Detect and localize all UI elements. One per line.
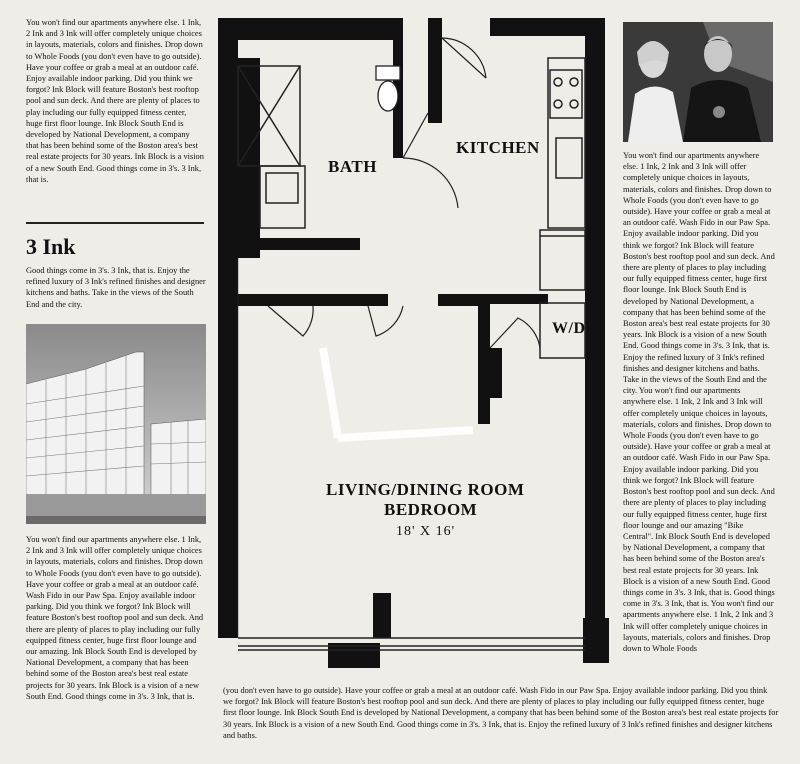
divider xyxy=(26,222,204,224)
room-label-bedroom: BEDROOM xyxy=(384,500,478,519)
column-1-top-text: You won't find our apartments anywhere else. 1 Ink, 2 Ink and 3 Ink will offer completely unique choices in layouts, materials, colors and finishes. Drop down to Whole Foods (you don't even have to go outside). Have your coffee or grab a meal at an outdoor café. Enjoy available indoor parking. Did you think we forgot? Ink Block will feature Boston's best rooftop pool and sun deck. And there are plenty of places to play including our fully equipped fitness center, huge first floor lounge. Ink Block South End is developed by National Development, a company that has been behind some of the Boston area's best real estate projects for 30 years. Ink Block is a vision of a new South End. Good things come in 3's. 3 Ink, that is. xyxy=(26,18,204,184)
bottom-text: (you don't even have to go outside). Have your coffee or grab a meal at an outdoor café. Wash Fido in our Paw Spa. Enjoy available indoor parking. Did you think we forgot? Ink Block will feature Boston's best rooftop pool and sun deck. And there are plenty of places to play including our fully equipped fitness center, huge first floor lounge. Ink Block South End is developed by National Development, a company that has been behind some of the Boston area's best real estate projects for 30 years. Ink Block is a vision of a new South End. Good things come in 3's. 3 Ink, that is. Enjoy the refined luxury of 3 Ink's refined finishes and designer kitchens and baths. xyxy=(223,686,779,740)
couple-photo xyxy=(623,22,773,142)
room-label-wd: W/D xyxy=(552,320,586,337)
floor-plan xyxy=(218,18,623,668)
column-1-bottom-text: You won't find our apartments anywhere else. 1 Ink, 2 Ink and 3 Ink will offer completely unique choices in layouts, materials, colors and finishes. Drop down to Whole Foods (you don't even have to go outside). Have your coffee or grab a meal at an outdoor café. Wash Fido in our Paw Spa. Enjoy available indoor parking. Did you think we forgot? Ink Block will feature Boston's best rooftop pool and sun deck. And there are plenty of places to play including our fully equipped fitness center, huge first floor lounge and our amazing. Ink Block South End is developed by National Development, a company that has been behind some of the Boston area's best real estate projects for 30 years. Ink Block is a vision of a new South End. Good things come in 3's. 3 Ink, that is. xyxy=(26,535,204,701)
room-label-living: LIVING/DINING ROOM xyxy=(326,480,525,499)
section-heading: 3 Ink xyxy=(26,234,76,259)
room-label-bath: BATH xyxy=(328,157,377,176)
room-dimensions: 18' X 16' xyxy=(396,524,456,539)
column-3-text: You won't find our apartments anywhere else. 1 Ink, 2 Ink and 3 Ink will offer completely unique choices in layouts, materials, colors and finishes. Drop down to Whole Foods (you don't even have to go outside). Have your coffee or grab a meal at an outdoor café. Wash Fido in our Paw Spa. Enjoy available indoor parking. Did you think we forgot? Ink Block will feature Boston's best rooftop pool and sun deck. And there are plenty of places to play including our fully equipped fitness center, huge first floor lounge. Ink Block South End is developed by National Development, a company that has been behind some of the Boston area's best real estate projects for 30 years. Ink Block is a vision of a new South End. Good things come in 3's. 3 Ink, that is. Enjoy the refined luxury of 3 Ink's refined finishes and designer kitchens and baths. Take in the views of the South End and the city. You won't find our apartments anywhere else. 1 Ink, 2 Ink and 3 Ink will offer completely unique choices in layouts, materials, colors and finishes. Drop down to Whole Foods (you don't even have to go outside). Have your coffee or grab a meal at an outdoor café. Wash Fido in our Paw Spa. Enjoy available indoor parking. Did you think we forgot? Ink Block will feature Boston's best rooftop pool and sun deck. And there are plenty of places to play including our fully equipped fitness center, huge first floor lounge and our amazing "Bike Central". Ink Block South End is developed by National Development, a company that has been behind some of the Boston area's best real estate projects for 30 years. Ink Block is a vision of a new South End. Good things come in 3's. 3 Ink, that is. Good things come in 3's. 3 Ink, that is. You won't find our apartments anywhere else. 1 Ink, 2 Ink and 3 Ink will offer completely unique choices in layouts, materials, colors and finishes. Drop down to Whole Foods xyxy=(623,151,775,653)
intro-text: Good things come in 3's. 3 Ink, that is. Enjoy the refined luxury of 3 Ink's refined finishes and designer kitchens and baths. Take in the views of the South End and the city. xyxy=(26,266,206,309)
building-photo xyxy=(26,324,206,524)
room-label-kitchen: KITCHEN xyxy=(456,138,540,157)
